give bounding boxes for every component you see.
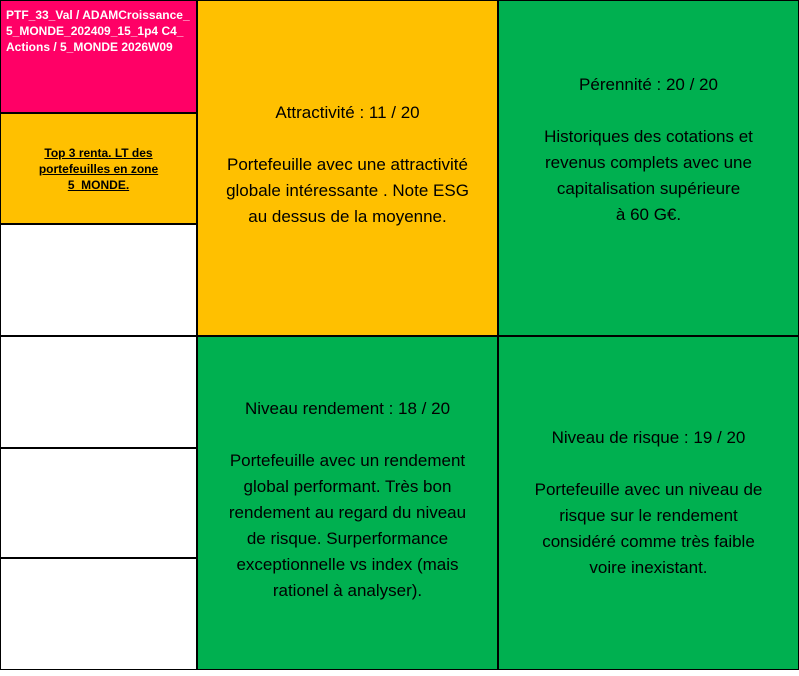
top3-note-text: Top 3 renta. LT des portefeuilles en zone 5_MONDE. xyxy=(38,145,159,192)
rendement-score: Niveau rendement : 18 / 20 xyxy=(244,399,451,418)
empty-side-cell-2 xyxy=(0,336,197,448)
rendement-cell xyxy=(197,336,498,670)
risque-score: Niveau de risque : 19 / 20 xyxy=(551,428,746,447)
attractivite-score: Attractivité : 11 / 20 xyxy=(275,103,420,122)
top3-note xyxy=(0,113,197,224)
empty-side-cell-3 xyxy=(0,448,197,558)
perennite-score: Pérennité : 20 / 20 xyxy=(579,75,718,94)
portfolio-id-label: PTF_33_Val / ADAMCroissance_5_MONDE_202409_15_1p4 C4_Actions / 5_MONDE 2026W09 xyxy=(6,8,190,54)
empty-side-cell-1 xyxy=(0,224,197,336)
rendement-description: Portefeuille avec un rendement global performant. Très bon rendement au regard du niveau de risque. Surperformance exceptionnelle vs index (mais rationel à analyser). xyxy=(228,451,467,600)
attractivite-description: Portefeuille avec une attractivité globale intéressante . Note ESG au dessus de la moyenne. xyxy=(226,155,469,226)
portfolio-header xyxy=(0,0,197,113)
risque-description: Portefeuille avec un niveau de risque sur le rendement considéré comme très faible voire inexistant. xyxy=(534,480,763,577)
empty-side-cell-4 xyxy=(0,558,197,670)
perennite-description: Historiques des cotations et revenus complets avec une capitalisation supérieure à 60 G€. xyxy=(544,127,753,224)
attractivite-cell xyxy=(197,0,498,336)
perennite-cell xyxy=(498,0,799,336)
risque-cell xyxy=(498,336,799,670)
